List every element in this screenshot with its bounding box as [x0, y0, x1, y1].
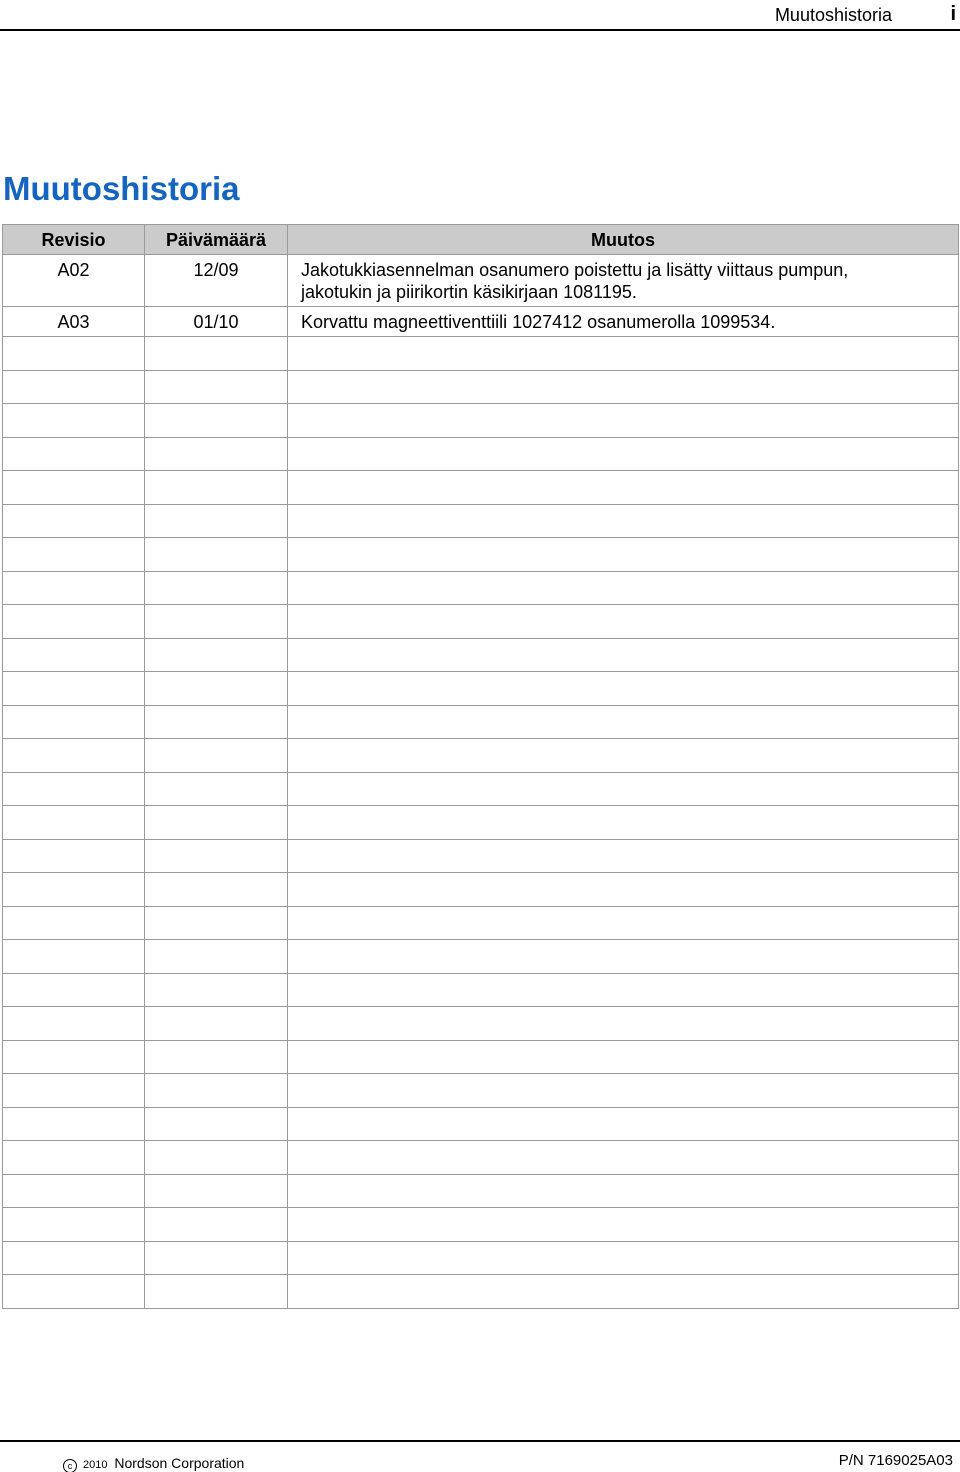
empty-cell	[288, 1074, 959, 1108]
empty-cell	[3, 1074, 145, 1108]
empty-cell	[145, 1241, 288, 1275]
empty-cell	[3, 1107, 145, 1141]
empty-cell	[288, 1040, 959, 1074]
empty-cell	[145, 1275, 288, 1309]
empty-cell	[288, 940, 959, 974]
empty-cell	[288, 1241, 959, 1275]
empty-cell	[288, 705, 959, 739]
date-cell: 12/09	[145, 255, 288, 307]
empty-cell	[145, 337, 288, 371]
empty-cell	[288, 1275, 959, 1309]
empty-cell	[288, 739, 959, 773]
empty-cell	[145, 605, 288, 639]
empty-cell	[288, 1174, 959, 1208]
empty-cell	[288, 370, 959, 404]
change-text-line: jakotukin ja piirikortin käsikirjaan 1081195.	[301, 282, 637, 302]
empty-table-row	[3, 605, 959, 639]
empty-cell	[3, 672, 145, 706]
empty-table-row	[3, 806, 959, 840]
empty-table-row	[3, 638, 959, 672]
company-name: Nordson Corporation	[114, 1455, 245, 1471]
empty-cell	[3, 404, 145, 438]
change-cell: Korvattu magneettiventtiili 1027412 osanumerolla 1099534.	[288, 307, 959, 337]
empty-table-row	[3, 437, 959, 471]
empty-table-row	[3, 504, 959, 538]
empty-cell	[288, 471, 959, 505]
empty-cell	[145, 437, 288, 471]
empty-cell	[145, 370, 288, 404]
empty-cell	[145, 638, 288, 672]
empty-cell	[145, 504, 288, 538]
empty-table-row	[3, 471, 959, 505]
empty-cell	[288, 571, 959, 605]
empty-cell	[145, 940, 288, 974]
empty-cell	[288, 839, 959, 873]
change-cell	[288, 255, 959, 307]
empty-cell	[145, 1208, 288, 1242]
empty-cell	[3, 973, 145, 1007]
empty-table-row	[3, 973, 959, 1007]
revision-cell: A03	[3, 307, 145, 337]
empty-cell	[145, 806, 288, 840]
empty-cell	[3, 906, 145, 940]
empty-cell	[145, 1007, 288, 1041]
empty-table-row	[3, 538, 959, 572]
empty-table-row	[3, 940, 959, 974]
table-header-row	[3, 225, 959, 255]
empty-cell	[3, 1007, 145, 1041]
empty-table-row	[3, 1275, 959, 1309]
empty-cell	[3, 638, 145, 672]
empty-table-row	[3, 1107, 959, 1141]
empty-cell	[3, 337, 145, 371]
empty-cell	[3, 471, 145, 505]
empty-cell	[145, 739, 288, 773]
empty-cell	[145, 571, 288, 605]
empty-table-row	[3, 404, 959, 438]
empty-table-row	[3, 672, 959, 706]
column-header-revision: Revisio	[3, 225, 145, 255]
empty-table-row	[3, 337, 959, 371]
empty-cell	[288, 772, 959, 806]
empty-cell	[3, 873, 145, 907]
revision-table	[2, 224, 959, 1309]
empty-cell	[145, 839, 288, 873]
empty-cell	[288, 504, 959, 538]
change-text-line: Jakotukkiasennelman osanumero poistettu ja lisätty viittaus pumpun,	[301, 260, 849, 280]
empty-cell	[3, 1275, 145, 1309]
empty-cell	[288, 404, 959, 438]
empty-cell	[145, 471, 288, 505]
empty-table-row	[3, 571, 959, 605]
empty-table-row	[3, 906, 959, 940]
empty-cell	[3, 605, 145, 639]
empty-cell	[288, 1107, 959, 1141]
empty-cell	[3, 437, 145, 471]
empty-table-row	[3, 1074, 959, 1108]
empty-cell	[145, 404, 288, 438]
empty-table-row	[3, 370, 959, 404]
empty-cell	[3, 370, 145, 404]
empty-cell	[145, 672, 288, 706]
empty-table-row	[3, 772, 959, 806]
empty-table-row	[3, 1040, 959, 1074]
empty-cell	[145, 1107, 288, 1141]
empty-cell	[3, 705, 145, 739]
empty-table-row	[3, 1241, 959, 1275]
empty-cell	[288, 873, 959, 907]
header-title: Muutoshistoria	[774, 5, 892, 25]
empty-cell	[288, 605, 959, 639]
empty-cell	[145, 906, 288, 940]
empty-cell	[3, 1174, 145, 1208]
empty-cell	[3, 839, 145, 873]
copyright-year: 2010	[83, 1459, 108, 1471]
empty-cell	[3, 772, 145, 806]
empty-cell	[3, 806, 145, 840]
empty-cell	[3, 1241, 145, 1275]
date-cell: 01/10	[145, 307, 288, 337]
empty-cell	[288, 906, 959, 940]
empty-cell	[145, 772, 288, 806]
empty-cell	[145, 1174, 288, 1208]
footer-copyright	[63, 1454, 244, 1472]
page-header	[0, 0, 960, 31]
copyright-icon: c	[63, 1459, 77, 1472]
empty-cell	[145, 1040, 288, 1074]
empty-table-row	[3, 873, 959, 907]
empty-cell	[3, 739, 145, 773]
empty-cell	[3, 1141, 145, 1175]
empty-cell	[288, 1007, 959, 1041]
empty-cell	[288, 1208, 959, 1242]
empty-cell	[145, 1074, 288, 1108]
part-number: P/N 7169025A03	[838, 1452, 953, 1469]
empty-cell	[288, 672, 959, 706]
empty-cell	[3, 1208, 145, 1242]
empty-cell	[288, 337, 959, 371]
page-title: Muutoshistoria	[3, 170, 240, 207]
empty-cell	[145, 1141, 288, 1175]
empty-table-row	[3, 1174, 959, 1208]
empty-cell	[3, 940, 145, 974]
empty-cell	[145, 705, 288, 739]
empty-cell	[145, 973, 288, 1007]
empty-cell	[288, 973, 959, 1007]
empty-cell	[3, 1040, 145, 1074]
empty-cell	[145, 873, 288, 907]
empty-table-row	[3, 705, 959, 739]
empty-table-row	[3, 1007, 959, 1041]
empty-cell	[288, 638, 959, 672]
empty-table-row	[3, 739, 959, 773]
empty-table-row	[3, 1208, 959, 1242]
empty-cell	[288, 806, 959, 840]
empty-cell	[3, 504, 145, 538]
column-header-change: Muutos	[288, 225, 959, 255]
column-header-date: Päivämäärä	[145, 225, 288, 255]
empty-cell	[145, 538, 288, 572]
empty-table-row	[3, 1141, 959, 1175]
table-row	[3, 255, 959, 307]
page-footer	[0, 1440, 960, 1472]
empty-cell	[288, 1141, 959, 1175]
empty-table-row	[3, 839, 959, 873]
empty-cell	[3, 538, 145, 572]
empty-cell	[288, 437, 959, 471]
empty-cell	[3, 571, 145, 605]
table-row	[3, 307, 959, 337]
header-page-number: i	[950, 3, 956, 25]
empty-cell	[288, 538, 959, 572]
revision-cell: A02	[3, 255, 145, 307]
